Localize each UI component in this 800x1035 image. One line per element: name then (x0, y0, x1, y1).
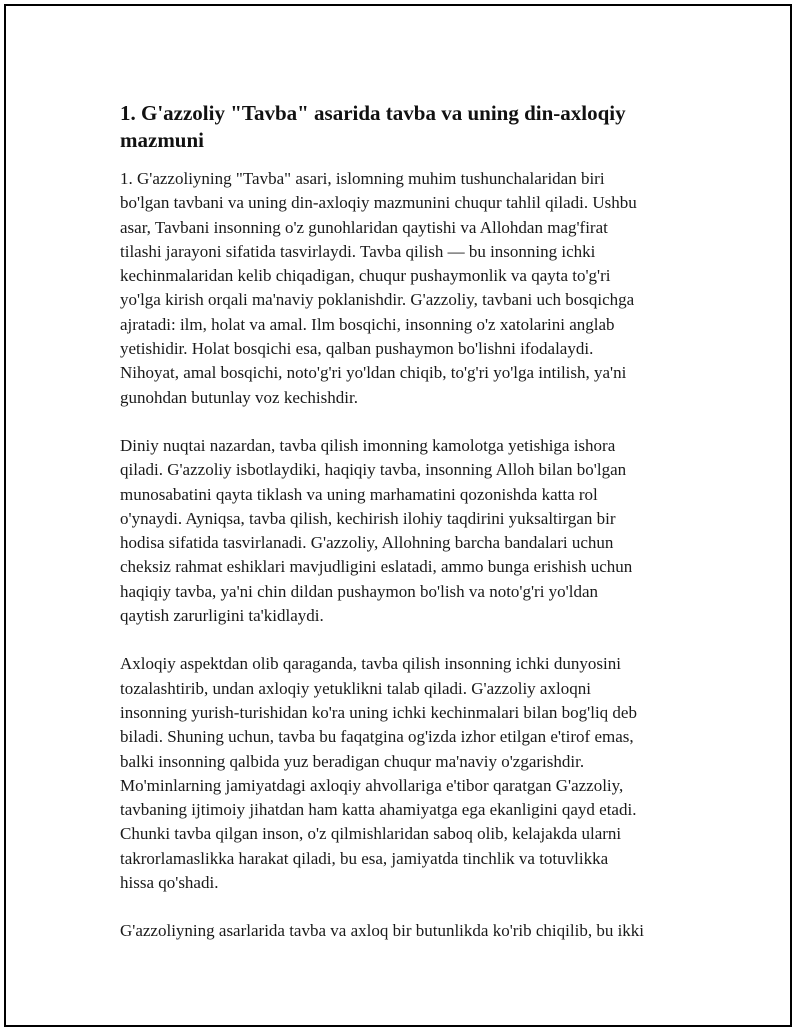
text-line: cheksiz rahmat eshiklari mavjudligini eslatadi, ammo bunga erishish uchun (120, 557, 633, 577)
text-line: G'azzoliyning asarlarida tavba va axloq bir butunlikda ko'rib chiqilib, bu ikki (120, 921, 645, 941)
text-line: yo'lga kirish orqali ma'naviy poklanishdir. G'azzoliy, tavbani uch bosqichga (120, 290, 635, 310)
text-line: yetishidir. Holat bosqichi esa, qalban pushaymon bo'lishni ifodalaydi. (120, 339, 594, 359)
paragraph-religious (120, 434, 692, 628)
document-body (120, 100, 692, 968)
text-line: Chunki tavba qilgan inson, o'z qilmishlaridan saboq olib, kelajakda ularni (120, 824, 622, 844)
text-line: bo'lgan tavbani va uning din-axloqiy mazmunini chuqur tahlil qiladi. Ushbu (120, 193, 637, 213)
text-line: gunohdan butunlay voz kechishdir. (120, 387, 358, 407)
text-line: Axloqiy aspektdan olib qaraganda, tavba qilish insonning ichki dunyosini (120, 654, 621, 674)
text-line: ajratadi: ilm, holat va amal. Ilm bosqichi, insonning o'z xatolarini anglab (120, 314, 615, 334)
text-line: hissa qo'shadi. (120, 873, 219, 893)
section-heading (120, 100, 692, 154)
text-line: tavbaning ijtimoiy jihatdan ham katta ahamiyatga ega ekanligini qayd etadi. (120, 800, 637, 820)
heading-line: 1. G'azzoliy "Tavba" asarida tavba va uning din-axloqiy (120, 101, 626, 125)
text-line: kechinmalaridan kelib chiqadigan, chuqur pushaymonlik va qayta to'g'ri (120, 266, 611, 286)
text-line: asar, Tavbani insonning o'z gunohlaridan qaytishi va Allohdan mag'firat (120, 217, 608, 237)
paragraph-ethical (120, 652, 692, 895)
text-line: 1. G'azzoliyning "Tavba" asari, islomning muhim tushunchalaridan biri (120, 169, 605, 188)
page-frame (4, 4, 792, 1027)
text-line: tilashi jarayoni sifatida tasvirlaydi. Tavba qilish — bu insonning ichki (120, 241, 596, 261)
text-line: munosabatini qayta tiklash va uning marhamatini qozonishda katta rol (120, 484, 598, 504)
text-line: Diniy nuqtai nazardan, tavba qilish imonning kamolotga yetishiga ishora (120, 435, 616, 455)
paragraph-closing (120, 919, 692, 943)
text-line: tozalashtirib, undan axloqiy yetuklikni talab qiladi. G'azzoliy axloqni (120, 678, 591, 698)
text-line: Nihoyat, amal bosqichi, noto'g'ri yo'ldan chiqib, to'g'ri yo'lga intilish, ya'ni (120, 363, 627, 383)
text-line: balki insonning qalbida yuz beradigan chuqur ma'naviy o'zgarishdir. (120, 751, 585, 771)
text-line: hodisa sifatida tasvirlanadi. G'azzoliy, Allohning barcha bandalari uchun (120, 533, 614, 553)
heading-line: mazmuni (120, 128, 204, 152)
text-line: biladi. Shuning uchun, tavba bu faqatgina og'izda izhor etilgan e'tirof emas, (120, 727, 634, 747)
paragraph-intro (120, 167, 692, 410)
text-line: takrorlamaslikka harakat qiladi, bu esa, jamiyatda tinchlik va totuvlikka (120, 848, 609, 868)
text-line: insonning yurish-turishidan ko'ra uning ichki kechinmalari bilan bog'liq deb (120, 702, 637, 722)
text-line: Mo'minlarning jamiyatdagi axloqiy ahvollariga e'tibor qaratgan G'azzoliy, (120, 775, 624, 795)
text-line: haqiqiy tavba, ya'ni chin dildan pushaymon bo'lish va noto'g'ri yo'ldan (120, 581, 599, 601)
text-line: qaytish zarurligini ta'kidlaydi. (120, 606, 324, 626)
text-line: qiladi. G'azzoliy isbotlaydiki, haqiqiy tavba, insonning Alloh bilan bo'lgan (120, 460, 627, 480)
text-line: o'ynaydi. Ayniqsa, tavba qilish, kechirish ilohiy taqdirini yuksaltirgan bir (120, 508, 616, 528)
